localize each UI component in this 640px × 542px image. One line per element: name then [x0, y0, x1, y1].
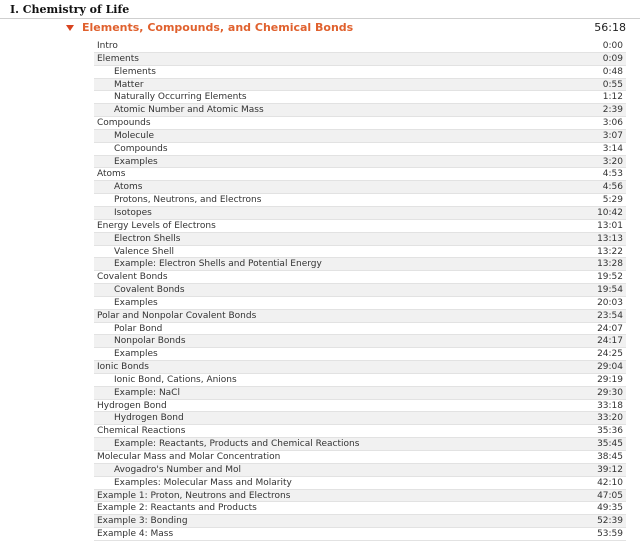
segment-subitem[interactable]	[94, 438, 626, 451]
segment-subitem[interactable]	[94, 104, 626, 117]
segment-label[interactable]: Molecule	[114, 130, 154, 141]
segment-label[interactable]: Example 4: Mass	[97, 529, 174, 540]
segment-label[interactable]: Hydrogen Bond	[114, 413, 184, 424]
segment-timestamp: 35:36	[597, 426, 623, 437]
segment-item[interactable]	[94, 220, 626, 233]
segment-label[interactable]: Chemical Reactions	[97, 426, 186, 437]
segment-subitem[interactable]	[94, 464, 626, 477]
segment-item[interactable]	[94, 490, 626, 503]
segment-item[interactable]	[94, 515, 626, 528]
lesson-duration: 56:18	[594, 21, 626, 34]
segment-label[interactable]: Molecular Mass and Molar Concentration	[97, 452, 281, 462]
segment-timestamp: 13:13	[597, 233, 623, 244]
segment-timestamp: 4:53	[602, 169, 623, 180]
segment-timestamp: 13:28	[597, 259, 623, 270]
segment-timestamp: 0:09	[602, 53, 623, 64]
segment-timestamp: 52:39	[597, 516, 623, 527]
segment-item[interactable]	[94, 425, 626, 438]
segment-subitem[interactable]	[94, 335, 626, 348]
segment-label[interactable]: Matter	[114, 79, 144, 90]
segment-timestamp: 29:30	[597, 387, 623, 398]
chapter-divider	[0, 18, 640, 19]
segment-item[interactable]	[94, 361, 626, 374]
segment-subitem[interactable]	[94, 233, 626, 246]
segment-subitem[interactable]	[94, 130, 626, 143]
lesson-title[interactable]: Elements, Compounds, and Chemical Bonds	[82, 21, 354, 34]
segment-subitem[interactable]	[94, 143, 626, 156]
segment-item[interactable]	[94, 168, 626, 181]
segment-timestamp: 47:05	[597, 490, 623, 501]
segment-label[interactable]: Polar and Nonpolar Covalent Bonds	[97, 310, 257, 321]
segment-subitem[interactable]	[94, 477, 626, 490]
segment-label[interactable]: Examples	[114, 297, 158, 308]
segment-label[interactable]: Protons, Neutrons, and Electrons	[114, 195, 262, 206]
segment-timestamp: 13:01	[597, 220, 623, 231]
segment-timestamp: 1:12	[602, 92, 623, 103]
segment-subitem[interactable]	[94, 91, 626, 104]
segment-timestamp: 49:35	[597, 503, 623, 514]
segment-timestamp: 29:04	[597, 362, 623, 373]
segment-timestamp: 5:29	[602, 195, 623, 206]
lesson-header[interactable]	[66, 20, 626, 38]
segment-timestamp: 2:39	[602, 105, 623, 116]
segment-subitem[interactable]	[94, 412, 626, 425]
segment-label[interactable]: Nonpolar Bonds	[114, 336, 186, 347]
segment-item[interactable]	[94, 40, 626, 53]
segment-label[interactable]: Valence Shell	[114, 246, 175, 257]
segment-timestamp: 3:20	[602, 156, 623, 167]
segment-label[interactable]: Hydrogen Bond	[97, 400, 167, 411]
segment-subitem[interactable]	[94, 348, 626, 361]
triangle-down-icon[interactable]	[66, 25, 74, 31]
segment-subitem[interactable]	[94, 297, 626, 310]
segment-label[interactable]: Example 3: Bonding	[97, 516, 188, 527]
segment-timestamp: 19:54	[597, 285, 623, 296]
segment-timestamp: 42:10	[597, 477, 623, 488]
segment-label[interactable]: Compounds	[114, 143, 168, 154]
segment-subitem[interactable]	[94, 79, 626, 92]
segment-label[interactable]: Atomic Number and Atomic Mass	[114, 105, 264, 116]
segment-timestamp: 39:12	[597, 464, 623, 475]
segment-item[interactable]	[94, 310, 626, 323]
segment-label[interactable]: Naturally Occurring Elements	[114, 92, 247, 103]
segment-label[interactable]: Example 1: Proton, Neutrons and Electrons	[97, 490, 291, 501]
segment-item[interactable]	[94, 400, 626, 413]
segment-subitem[interactable]	[94, 156, 626, 169]
segment-subitem[interactable]	[94, 194, 626, 207]
segment-label[interactable]: Atoms	[114, 182, 143, 193]
segment-label[interactable]: Compounds	[97, 118, 151, 129]
segment-timestamp: 24:25	[597, 349, 623, 360]
segment-timestamp: 33:18	[597, 400, 623, 411]
segment-item[interactable]	[94, 502, 626, 515]
segment-label[interactable]: Examples	[114, 156, 158, 167]
segment-label[interactable]: Atoms	[97, 169, 126, 180]
segment-label[interactable]: Isotopes	[114, 207, 152, 218]
segment-timestamp: 4:56	[602, 182, 623, 193]
segment-label[interactable]: Ionic Bond, Cations, Anions	[114, 374, 237, 385]
segment-label[interactable]: Example: Electron Shells and Potential Energy	[114, 259, 322, 270]
segment-label[interactable]: Example: NaCl	[114, 387, 180, 398]
segment-timestamp: 13:22	[597, 246, 623, 257]
segment-label[interactable]: Avogadro's Number and Mol	[114, 464, 242, 475]
segment-item[interactable]	[94, 117, 626, 130]
segment-timestamp: 24:07	[597, 323, 623, 334]
segment-label[interactable]: Covalent Bonds	[97, 272, 168, 283]
segment-subitem[interactable]	[94, 207, 626, 220]
segment-item[interactable]	[94, 53, 626, 66]
segment-timestamp: 10:42	[597, 207, 623, 218]
segment-label[interactable]: Examples	[114, 349, 158, 360]
segment-timestamp: 23:54	[597, 310, 623, 321]
segment-label[interactable]: Elements	[97, 53, 139, 64]
segment-subitem[interactable]	[94, 387, 626, 400]
segment-item[interactable]	[94, 271, 626, 284]
segment-timestamp: 33:20	[597, 413, 623, 424]
segment-timestamp: 24:17	[597, 336, 623, 347]
segment-timestamp: 20:03	[597, 297, 623, 308]
segment-timestamp: 53:59	[597, 529, 623, 540]
segment-label[interactable]: Intro	[97, 41, 118, 51]
segment-subitem[interactable]	[94, 284, 626, 297]
segment-item[interactable]	[94, 451, 626, 464]
segment-subitem[interactable]	[94, 374, 626, 387]
segment-timestamp: 0:48	[602, 66, 623, 77]
segment-item[interactable]	[94, 528, 626, 541]
segment-label[interactable]: Example: Reactants, Products and Chemical Reactions	[114, 439, 360, 450]
segment-label[interactable]: Covalent Bonds	[114, 285, 185, 296]
segment-label[interactable]: Example 2: Reactants and Products	[97, 503, 257, 514]
segment-timestamp: 38:45	[597, 452, 623, 462]
segment-label[interactable]: Elements	[114, 66, 156, 77]
segment-subitem[interactable]	[94, 181, 626, 194]
segment-timestamp: 19:52	[597, 272, 623, 283]
segment-label[interactable]: Energy Levels of Electrons	[97, 220, 216, 231]
segment-timestamp: 3:06	[602, 118, 623, 129]
segment-label[interactable]: Ionic Bonds	[97, 362, 149, 373]
segment-timestamp: 0:00	[602, 41, 623, 51]
segment-timestamp: 29:19	[597, 374, 623, 385]
segment-timestamp: 3:07	[602, 130, 623, 141]
segment-timestamp: 35:45	[597, 439, 623, 450]
segment-label[interactable]: Electron Shells	[114, 233, 181, 244]
chapter-title: I. Chemistry of Life	[10, 3, 130, 16]
segment-label[interactable]: Examples: Molecular Mass and Molarity	[114, 477, 292, 488]
segment-timestamp: 3:14	[602, 143, 623, 154]
segment-subitem[interactable]	[94, 258, 626, 271]
segment-subitem[interactable]	[94, 246, 626, 259]
segment-timestamp: 0:55	[602, 79, 623, 90]
lesson-segments-list	[94, 40, 626, 541]
segment-label[interactable]: Polar Bond	[114, 323, 163, 334]
segment-subitem[interactable]	[94, 323, 626, 336]
segment-subitem[interactable]	[94, 66, 626, 79]
